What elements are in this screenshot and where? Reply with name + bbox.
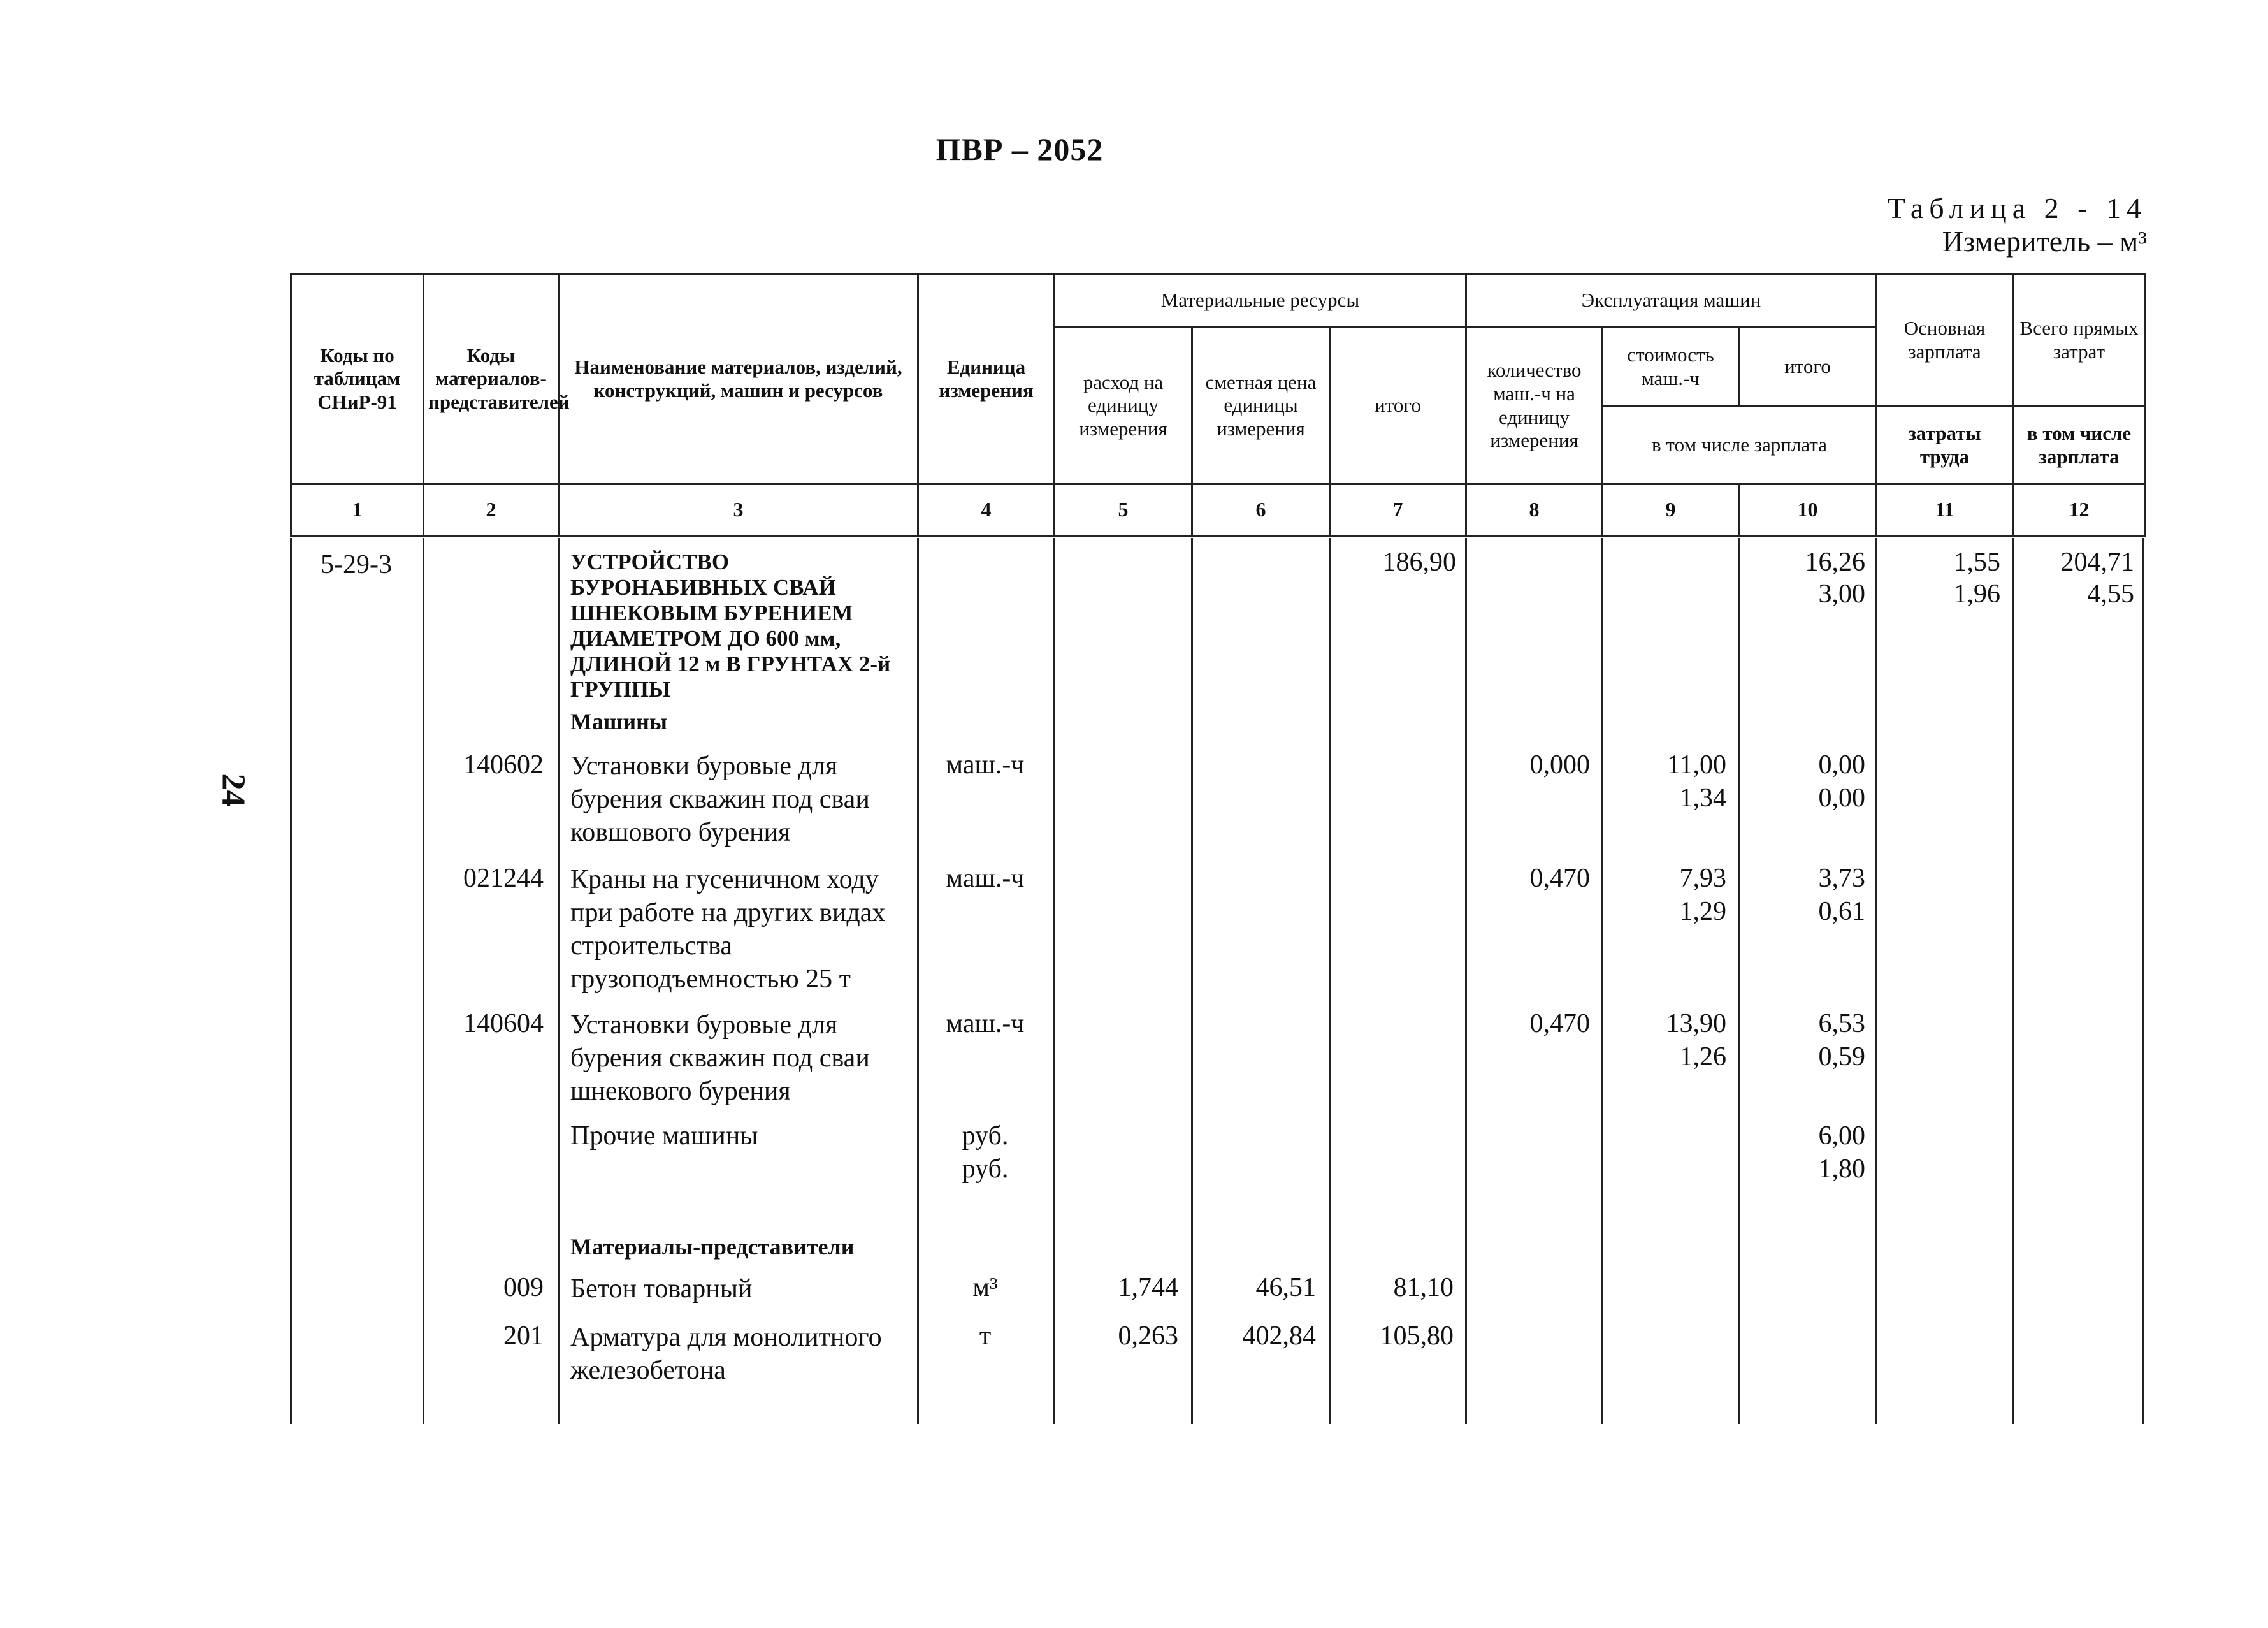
labor-cost: 1,96 <box>1953 579 2000 609</box>
table-body <box>290 538 2144 1424</box>
col-number: 12 <box>2013 484 2146 536</box>
machine-total: 6,00 <box>1818 1121 1865 1151</box>
unit: маш.-ч <box>946 750 1025 780</box>
machine-hours: 0,470 <box>1529 864 1590 893</box>
column-divider <box>1601 538 1603 1424</box>
column-divider <box>1875 538 1877 1424</box>
machine-wage: 0,00 <box>1818 783 1865 813</box>
unit: м³ <box>972 1273 998 1302</box>
col-header-3: Наименование материалов, изделий, конструкций, машин и ресурсов <box>559 274 918 484</box>
machine-hour-cost: 7,93 <box>1679 864 1726 893</box>
unit: руб. <box>962 1121 1009 1151</box>
col-header-11-sub: затраты труда <box>1877 407 2013 484</box>
col-number: 7 <box>1330 484 1466 536</box>
machine-hours: 0,470 <box>1529 1009 1590 1038</box>
col-header-9-10-sub: в том числе зарплата <box>1603 407 1877 484</box>
col-header-5: расход на единицу измерения <box>1055 328 1192 484</box>
machine-hour-wage: 1,26 <box>1679 1042 1726 1072</box>
material-total: 186,90 <box>1382 548 1456 577</box>
resource-name: Краны на гусеничном ходу при работе на других видах строительства грузоподъемностью 25 т <box>570 865 886 994</box>
col-header-9: стоимость маш.-ч <box>1603 328 1739 407</box>
machine-hour-wage: 1,29 <box>1679 897 1726 926</box>
material-code: 009 <box>503 1273 544 1302</box>
resource-name: Прочие машины <box>570 1121 758 1151</box>
machine-wage: 0,61 <box>1818 897 1865 926</box>
machine-total: 3,73 <box>1818 864 1865 893</box>
page-number: 24 <box>215 773 252 807</box>
direct-total: 204,71 <box>2060 548 2134 577</box>
machine-total: 0,00 <box>1818 750 1865 780</box>
col-number: 11 <box>1877 484 2013 536</box>
section-machines: Машины <box>570 709 667 734</box>
table-caption: Таблица 2 - 14 <box>1887 192 2147 224</box>
col-header-4: Единица измерения <box>918 274 1055 484</box>
unit: маш.-ч <box>946 1009 1025 1038</box>
col-header-7: итого <box>1330 328 1466 484</box>
material-code: 201 <box>503 1321 544 1351</box>
col-number: 1 <box>291 484 424 536</box>
unit: руб. <box>962 1154 1009 1184</box>
col-header-10: итого <box>1739 328 1877 407</box>
col-number: 9 <box>1603 484 1739 536</box>
row-title: УСТРОЙСТВО БУРОНАБИВНЫХ СВАЙ ШНЕКОВЫМ БУРЕНИЕМ ДИАМЕТРОМ ДО 600 мм, ДЛИНОЙ 12 м В ГРУНТАХ 2-й ГРУППЫ <box>570 549 891 702</box>
column-divider <box>2012 538 2014 1424</box>
col-header-6: сметная цена единицы измерения <box>1192 328 1330 484</box>
resource-name: Установки буровые для бурения скважин под сваи ковшового бурения <box>570 752 870 847</box>
col-header-8: количество маш.-ч на единицу измерения <box>1466 328 1603 484</box>
col-number: 6 <box>1192 484 1330 536</box>
material-total: 81,10 <box>1393 1273 1454 1302</box>
material-rate: 1,744 <box>1118 1273 1178 1302</box>
direct-wage: 4,55 <box>2087 579 2134 609</box>
material-total: 105,80 <box>1380 1321 1454 1351</box>
material-code: 021244 <box>463 864 544 893</box>
table-unit: Измеритель – м³ <box>1942 225 2147 258</box>
col-header-12-sub: в том числе зарплата <box>2013 407 2146 484</box>
machine-hour-cost: 11,00 <box>1667 750 1726 780</box>
column-divider <box>558 538 560 1424</box>
material-code: 140602 <box>463 750 544 780</box>
col-number: 5 <box>1055 484 1192 536</box>
material-price: 46,51 <box>1255 1273 1316 1302</box>
machine-wage: 3,00 <box>1818 579 1865 609</box>
machine-wage: 0,59 <box>1818 1042 1865 1072</box>
machine-hour-wage: 1,34 <box>1679 783 1726 813</box>
col-number: 3 <box>559 484 918 536</box>
col-group-material: Материальные ресурсы <box>1055 274 1466 328</box>
col-header-1: Коды по таблицам СНиР-91 <box>291 274 424 484</box>
base-wage: 1,55 <box>1953 548 2000 577</box>
machine-wage: 1,80 <box>1818 1154 1865 1184</box>
col-group-machines: Эксплуатация машин <box>1466 274 1877 328</box>
resource-name: Арматура для монолитного железобетона <box>570 1323 882 1385</box>
col-header-12: Всего прямых затрат <box>2013 274 2146 407</box>
resource-name: Бетон товарный <box>570 1274 753 1304</box>
section-materials: Материалы-представители <box>570 1234 855 1260</box>
machine-total: 6,53 <box>1818 1009 1865 1038</box>
unit: маш.-ч <box>946 864 1025 893</box>
material-price: 402,84 <box>1242 1321 1316 1351</box>
document-title: ПВР – 2052 <box>935 131 1104 167</box>
column-divider <box>290 538 292 1424</box>
column-divider <box>1738 538 1740 1424</box>
column-divider <box>2142 538 2144 1424</box>
col-number: 2 <box>424 484 559 536</box>
column-numbers-row <box>291 484 2146 536</box>
material-rate: 0,263 <box>1118 1321 1178 1351</box>
machine-hours: 0,000 <box>1529 750 1590 780</box>
table-header <box>290 273 2146 537</box>
col-number: 10 <box>1739 484 1877 536</box>
material-code: 140604 <box>463 1009 544 1038</box>
row-code: 5-29-3 <box>321 550 392 579</box>
unit: т <box>979 1321 992 1351</box>
col-number: 8 <box>1466 484 1603 536</box>
col-header-11: Основная зарплата <box>1877 274 2013 407</box>
machine-total: 16,26 <box>1805 548 1865 577</box>
machine-hour-cost: 13,90 <box>1666 1009 1726 1038</box>
col-number: 4 <box>918 484 1055 536</box>
column-divider <box>1465 538 1467 1424</box>
resource-name: Установки буровые для бурения скважин под сваи шнекового бурения <box>570 1010 870 1106</box>
col-header-2: Коды материалов-представителей <box>424 274 559 484</box>
